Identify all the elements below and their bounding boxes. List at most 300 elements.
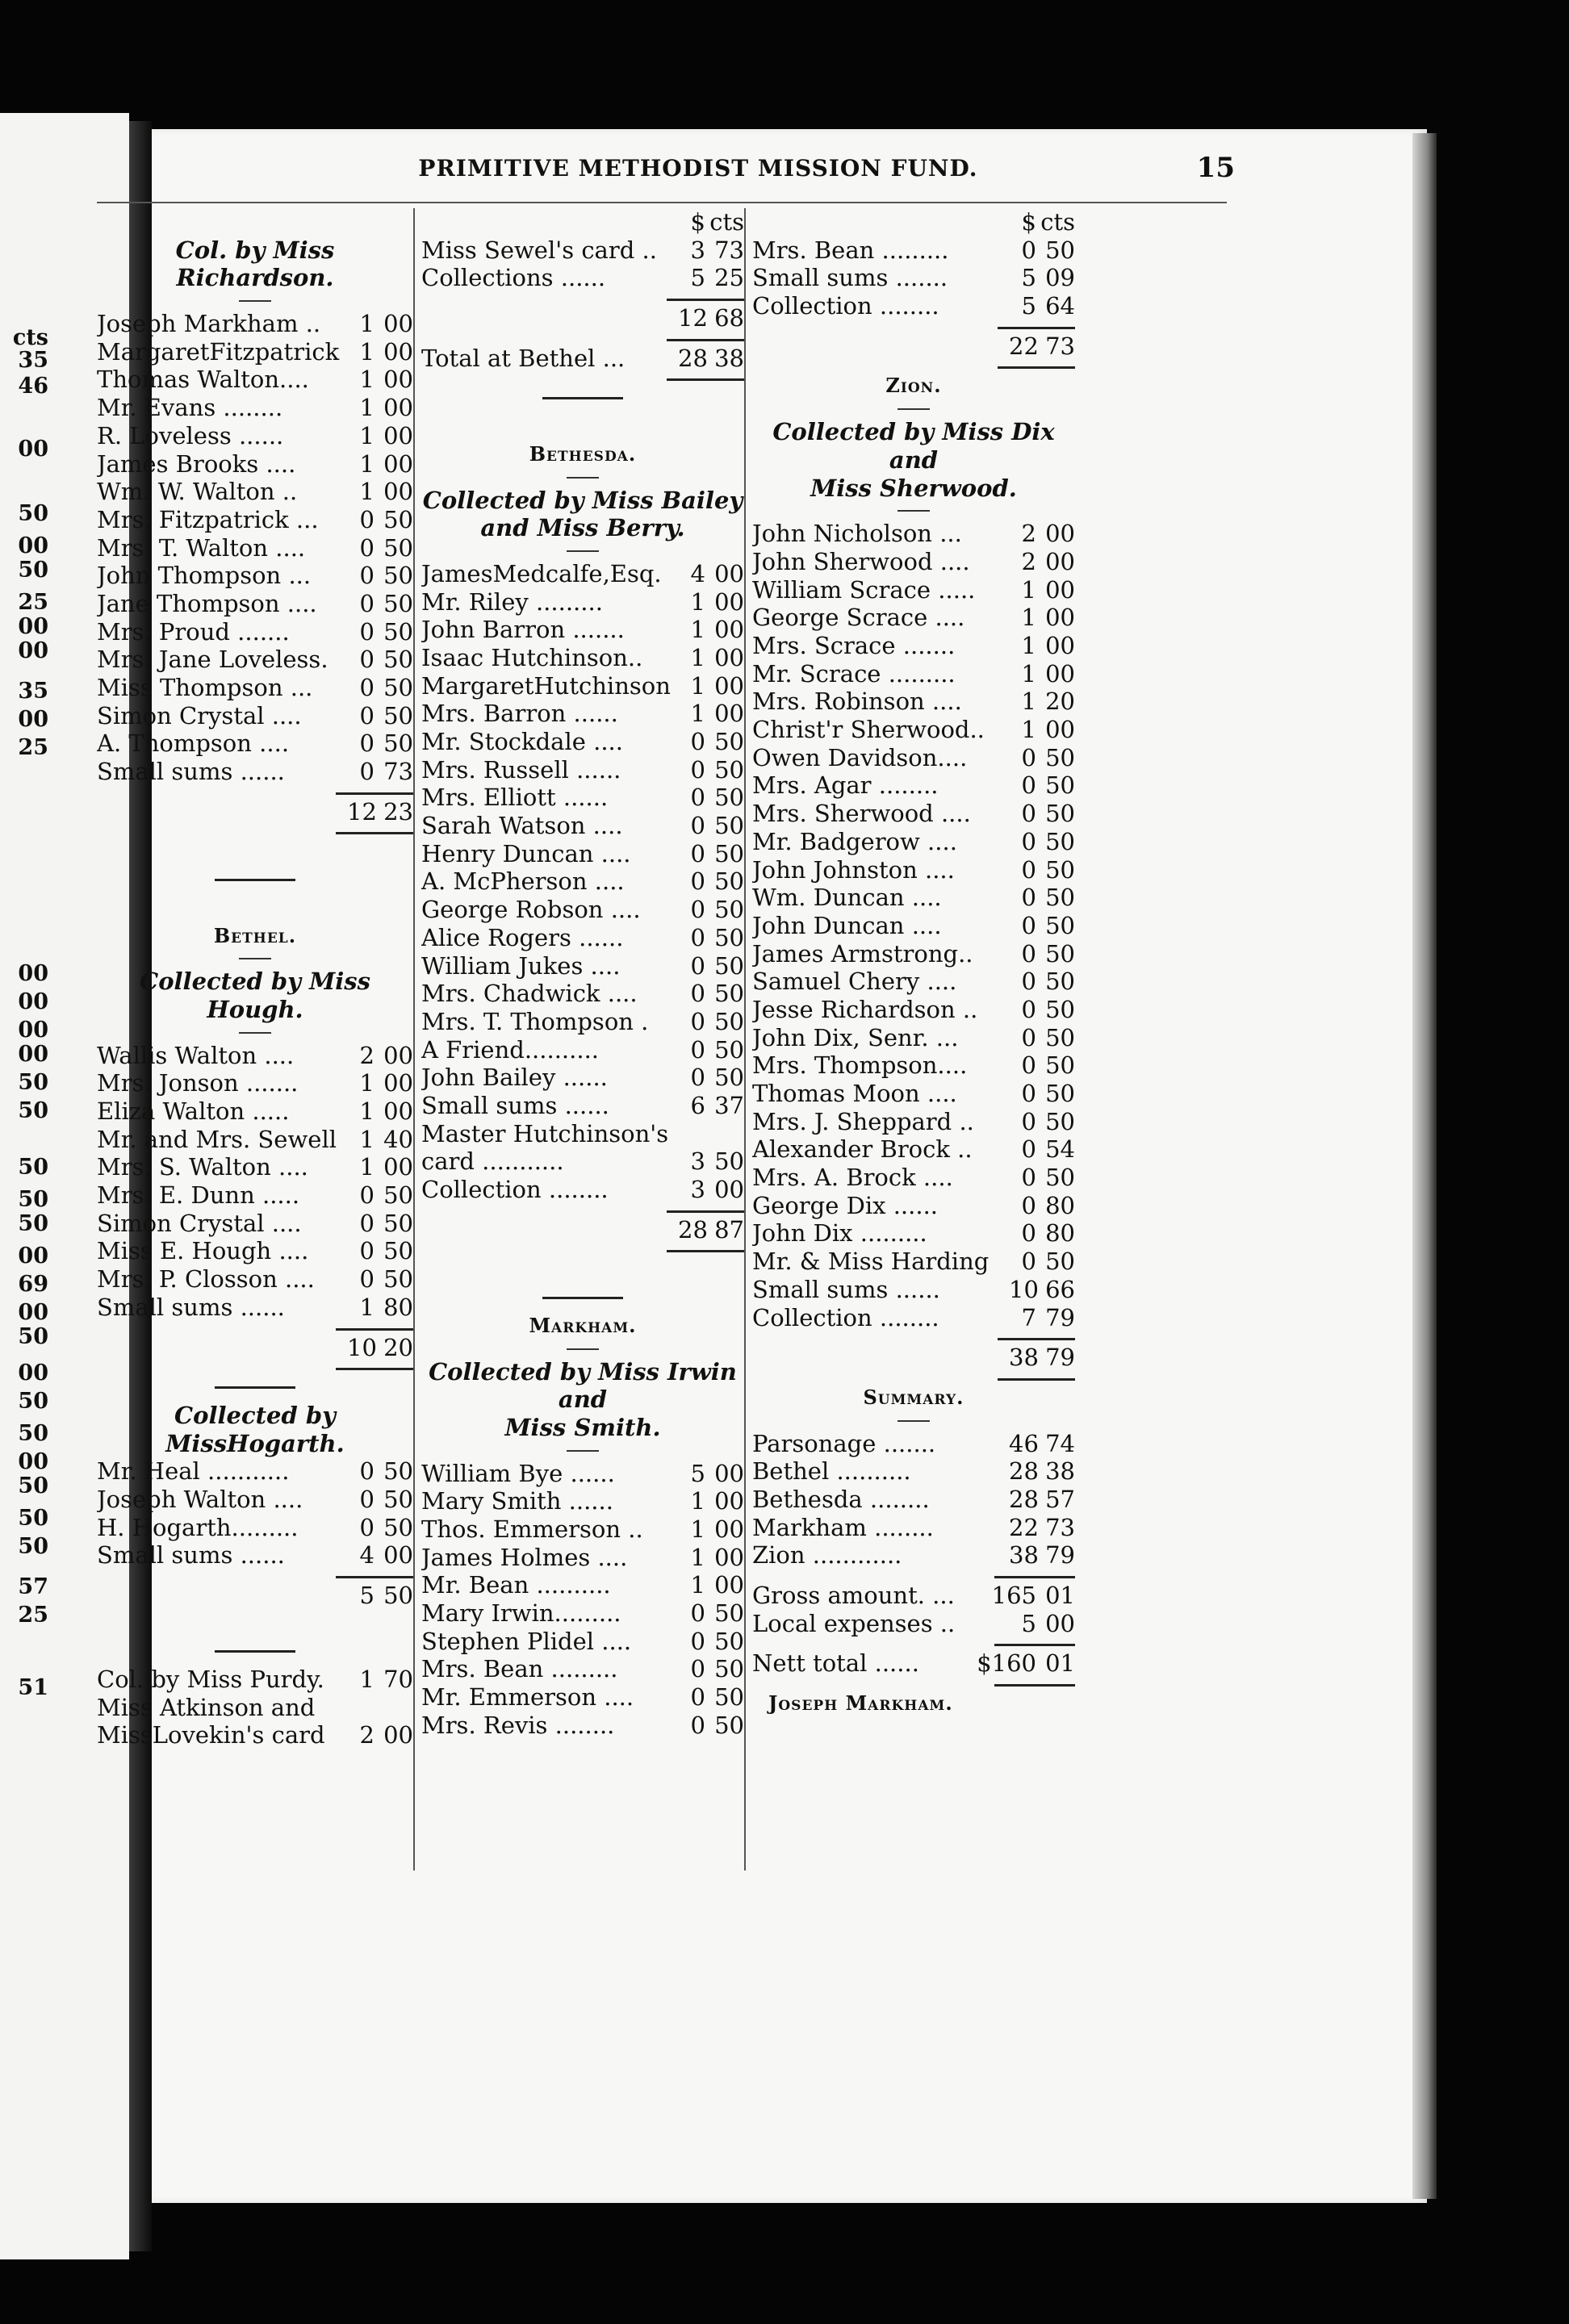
gross-amount-row: Gross amount. ... 165 01 bbox=[752, 1582, 1075, 1610]
donation-row bbox=[421, 952, 744, 980]
donor-name: MargaretFitzpatrick bbox=[97, 337, 340, 366]
donation-row bbox=[752, 604, 1075, 632]
amount-cents: 50 bbox=[383, 674, 413, 702]
donation-row bbox=[421, 1628, 744, 1656]
donation-row bbox=[752, 1024, 1075, 1052]
amount-dollars: 0 bbox=[1021, 236, 1036, 264]
divider bbox=[897, 1420, 930, 1422]
amount-cents: 50 bbox=[714, 1599, 744, 1628]
donation-row bbox=[752, 1304, 1075, 1332]
left-page-fragment: 00 bbox=[18, 437, 48, 462]
donor-name: Mr. Scrace ......... bbox=[752, 659, 956, 688]
donation-row bbox=[421, 896, 744, 924]
amount-dollars: 1 bbox=[359, 478, 374, 506]
donor-name: Small sums ...... bbox=[421, 1091, 609, 1119]
donor-name: Collections ...... bbox=[421, 264, 606, 292]
amount-cents: 50 bbox=[714, 784, 744, 812]
donor-name: James Brooks .... bbox=[97, 449, 296, 478]
left-page-fragment: 50 bbox=[18, 501, 48, 526]
donation-row bbox=[752, 632, 1075, 660]
amount-cents: 50 bbox=[714, 1007, 744, 1035]
total-rule bbox=[998, 1378, 1075, 1381]
donation-list bbox=[752, 236, 1075, 320]
amount-dollars: 0 bbox=[359, 1457, 374, 1486]
amount-dollars: 28 bbox=[1009, 1457, 1039, 1486]
amount-cents: 50 bbox=[383, 729, 413, 758]
amount-cents: 50 bbox=[1045, 236, 1075, 264]
amount-cents: 00 bbox=[714, 1543, 744, 1571]
amount-cents: 50 bbox=[383, 533, 413, 562]
amount-cents: 50 bbox=[714, 923, 744, 951]
donation-row bbox=[421, 1460, 744, 1488]
donor-name: MissLovekin's card bbox=[97, 1721, 325, 1749]
left-page-fragment: 00 bbox=[18, 1300, 48, 1325]
left-page-fragment: 50 bbox=[18, 558, 48, 583]
donor-name: Mrs. Jane Loveless. bbox=[97, 646, 328, 674]
amount-cents: 00 bbox=[383, 337, 413, 366]
donation-row bbox=[421, 236, 744, 265]
amount-cents: 00 bbox=[714, 559, 744, 587]
amount-dollars: 0 bbox=[690, 980, 705, 1008]
amount-cents: 50 bbox=[1045, 1080, 1075, 1107]
donation-row bbox=[421, 867, 744, 896]
amount-cents: 50 bbox=[1045, 771, 1075, 800]
total-rule bbox=[336, 1328, 413, 1331]
donor-name: Mrs. T. Thompson . bbox=[421, 1007, 649, 1035]
amount-dollars: 0 bbox=[690, 1007, 705, 1035]
amount-cents: 70 bbox=[383, 1666, 413, 1694]
donation-row bbox=[752, 1219, 1075, 1248]
donation-row bbox=[421, 1176, 744, 1204]
amount-cents: 00 bbox=[383, 1069, 413, 1097]
amount-dollars: 0 bbox=[1021, 995, 1036, 1023]
amount-cents: 00 bbox=[1045, 632, 1075, 659]
amount-dollars: 1 bbox=[359, 1125, 374, 1153]
amount-dollars: 1 bbox=[690, 643, 705, 671]
amount-cents: 50 bbox=[383, 701, 413, 729]
section-heading-zion: Zion. bbox=[885, 374, 942, 398]
amount-cents: 50 bbox=[1045, 1051, 1075, 1080]
header-rule bbox=[97, 202, 1227, 203]
donation-row bbox=[752, 292, 1075, 320]
amount-dollars: 4 bbox=[690, 559, 705, 587]
donor-name: Master Hutchinson's bbox=[421, 1119, 669, 1147]
amount-cents: 50 bbox=[1045, 800, 1075, 828]
donor-name: Mrs. Russell ...... bbox=[421, 755, 621, 784]
donor-name: Simon Crystal .... bbox=[97, 701, 302, 729]
donation-row bbox=[97, 1541, 413, 1570]
donor-name: Mrs. Agar ........ bbox=[752, 771, 939, 800]
donation-row bbox=[97, 1153, 413, 1181]
amount-dollars: 0 bbox=[359, 617, 374, 646]
total-rule bbox=[998, 1338, 1075, 1340]
amount-cents: 80 bbox=[1045, 1191, 1075, 1219]
donation-row bbox=[421, 1712, 744, 1740]
donor-name: Mrs. Proud ....... bbox=[97, 617, 290, 646]
amount-cents: 50 bbox=[714, 1147, 744, 1176]
amount-cents: 50 bbox=[383, 1265, 413, 1294]
amount-cents: 00 bbox=[383, 449, 413, 478]
amount-dollars: 0 bbox=[690, 896, 705, 924]
left-page-fragment: 00 bbox=[18, 1042, 48, 1067]
donation-row bbox=[97, 1126, 413, 1154]
donor-name: Small sums ...... bbox=[752, 1275, 940, 1303]
donation-row bbox=[752, 1541, 1075, 1570]
donation-row bbox=[752, 1192, 1075, 1220]
donor-name: Mrs. Bean ......... bbox=[752, 236, 949, 264]
amount-cents: 50 bbox=[714, 1064, 744, 1092]
donation-row bbox=[97, 1486, 413, 1514]
donor-name: Mrs. Barron ...... bbox=[421, 700, 618, 728]
amount-cents: 50 bbox=[1045, 968, 1075, 996]
divider bbox=[897, 510, 930, 512]
donor-name: card ........... bbox=[421, 1147, 564, 1176]
amount-cents: 73 bbox=[714, 236, 744, 264]
donor-name: Small sums ....... bbox=[752, 264, 948, 292]
subtotal-row: 28 87 bbox=[678, 1215, 744, 1244]
amount-cents: 79 bbox=[1045, 1303, 1075, 1331]
section-heading-summary: Summary. bbox=[863, 1385, 964, 1409]
amount-cents: 50 bbox=[1045, 995, 1075, 1023]
donation-row bbox=[421, 1008, 744, 1036]
amount-dollars: 22 bbox=[1009, 1513, 1039, 1541]
amount-dollars: 1 bbox=[359, 449, 374, 478]
donor-name: Mr. & Miss Harding bbox=[752, 1248, 990, 1276]
amount-dollars: 1 bbox=[359, 421, 374, 449]
amount-cents: 50 bbox=[714, 839, 744, 867]
amount-dollars: 1 bbox=[690, 700, 705, 728]
amount-dollars: 0 bbox=[1021, 1023, 1036, 1051]
amount-dollars: 0 bbox=[1021, 800, 1036, 828]
amount-dollars: 28 bbox=[1009, 1485, 1039, 1513]
left-page-fragment: 00 bbox=[18, 614, 48, 639]
amount-cents: 00 bbox=[383, 394, 413, 422]
amount-dollars: 0 bbox=[1021, 743, 1036, 771]
donor-name: John Duncan .... bbox=[752, 911, 942, 939]
left-page-fragment: 46 bbox=[18, 374, 48, 399]
donation-row bbox=[97, 310, 413, 338]
donation-row bbox=[97, 674, 413, 702]
donation-list bbox=[97, 1042, 413, 1322]
amount-cents: 50 bbox=[714, 1655, 744, 1683]
donation-row bbox=[752, 236, 1075, 265]
subtotal-row: 38 79 bbox=[1009, 1344, 1075, 1372]
amount-dollars: 0 bbox=[1021, 911, 1036, 939]
donation-row bbox=[752, 771, 1075, 800]
donation-row bbox=[752, 264, 1075, 292]
amount-dollars: 0 bbox=[690, 839, 705, 867]
amount-dollars: 1 bbox=[690, 616, 705, 644]
donation-row bbox=[421, 924, 744, 952]
amount-cents: 50 bbox=[714, 1711, 744, 1739]
amount-dollars: 0 bbox=[690, 755, 705, 784]
donation-row bbox=[97, 1457, 413, 1486]
amount-dollars: 1 bbox=[359, 1153, 374, 1181]
amount-cents: 50 bbox=[1045, 939, 1075, 968]
amount-dollars: 0 bbox=[1021, 1164, 1036, 1192]
amount-cents: 50 bbox=[1045, 884, 1075, 912]
amount-cents: 64 bbox=[1045, 292, 1075, 320]
donation-row bbox=[752, 1457, 1075, 1486]
amount-dollars: 0 bbox=[359, 701, 374, 729]
section-subheading: Miss Smith. bbox=[504, 1413, 661, 1441]
donation-row bbox=[97, 534, 413, 562]
amount-cents: 00 bbox=[714, 671, 744, 700]
left-page-fragment: 25 bbox=[18, 590, 48, 615]
donation-row bbox=[97, 1265, 413, 1294]
total-rule bbox=[994, 1576, 1075, 1578]
amount-cents: 09 bbox=[1045, 264, 1075, 292]
donation-list bbox=[97, 1666, 413, 1749]
amount-cents: 40 bbox=[383, 1125, 413, 1153]
amount-cents: 00 bbox=[714, 1487, 744, 1515]
donor-name: Miss Thompson ... bbox=[97, 674, 313, 702]
donation-row bbox=[97, 1514, 413, 1542]
donor-name: Wm. Duncan .... bbox=[752, 884, 942, 912]
left-page-fragment: 00 bbox=[18, 989, 48, 1014]
amount-dollars: 1 bbox=[690, 671, 705, 700]
amount-dollars: 0 bbox=[690, 1064, 705, 1092]
amount-dollars: 1 bbox=[1021, 716, 1036, 744]
amount-dollars: 0 bbox=[1021, 827, 1036, 855]
amount-dollars: 0 bbox=[359, 505, 374, 533]
amount-cents: 00 bbox=[714, 1515, 744, 1543]
amount-cents: 00 bbox=[383, 421, 413, 449]
amount-dollars: 0 bbox=[690, 1711, 705, 1739]
amount-dollars: 2 bbox=[359, 1721, 374, 1749]
amount-cents: 79 bbox=[1045, 1541, 1075, 1570]
amount-dollars: 0 bbox=[359, 1209, 374, 1237]
left-page-fragment: 50 bbox=[18, 1534, 48, 1559]
amount-dollars: 1 bbox=[690, 1515, 705, 1543]
amount-cents: 00 bbox=[383, 478, 413, 506]
left-page-fragment: 00 bbox=[18, 961, 48, 986]
left-page-fragment: 50 bbox=[18, 1211, 48, 1236]
amount-cents: 50 bbox=[383, 562, 413, 590]
left-page-fragment: 00 bbox=[18, 1018, 48, 1043]
donor-name: Mrs. J. Sheppard .. bbox=[752, 1107, 974, 1135]
amount-dollars: 1 bbox=[359, 1666, 374, 1694]
amount-cents: 00 bbox=[714, 700, 744, 728]
section-separator bbox=[97, 1637, 413, 1666]
donation-row bbox=[421, 1092, 744, 1120]
donation-row bbox=[421, 840, 744, 868]
section-subheading: Collected by Miss Dix and bbox=[772, 418, 1055, 474]
donor-name: John Barron ....... bbox=[421, 616, 625, 644]
donation-row bbox=[97, 478, 413, 506]
donation-row bbox=[752, 996, 1075, 1024]
amount-dollars: 0 bbox=[359, 674, 374, 702]
amount-dollars: 10 bbox=[1009, 1275, 1039, 1303]
donor-name: Small sums ...... bbox=[97, 1293, 285, 1321]
donor-name: Mrs. T. Walton .... bbox=[97, 533, 306, 562]
amount-dollars: 0 bbox=[690, 728, 705, 756]
amount-cents: 50 bbox=[714, 812, 744, 840]
amount-dollars: 0 bbox=[690, 923, 705, 951]
amount-dollars: 0 bbox=[1021, 884, 1036, 912]
left-page-fragment: 00 bbox=[18, 707, 48, 732]
donor-name: Markham ........ bbox=[752, 1513, 934, 1541]
section-separator bbox=[421, 1284, 744, 1312]
donor-name: Alexander Brock .. bbox=[752, 1135, 973, 1164]
amount-cents: 00 bbox=[1045, 716, 1075, 744]
amount-dollars: 1 bbox=[690, 1487, 705, 1515]
donor-name: Mrs. Robinson .... bbox=[752, 688, 962, 716]
donor-name: Isaac Hutchinson.. bbox=[421, 643, 643, 671]
donation-row bbox=[752, 884, 1075, 912]
amount-cents: 25 bbox=[714, 264, 744, 292]
local-expenses-row: Local expenses .. 5 00 bbox=[752, 1609, 1075, 1637]
divider bbox=[897, 408, 930, 410]
amount-cents: 50 bbox=[383, 1513, 413, 1541]
summary-list bbox=[752, 1430, 1075, 1570]
donation-row bbox=[97, 758, 413, 786]
amount-dollars: 5 bbox=[1021, 292, 1036, 320]
amount-cents: 00 bbox=[714, 587, 744, 616]
donation-row bbox=[421, 812, 744, 840]
amount-cents: 00 bbox=[1045, 547, 1075, 575]
donor-name: Mrs. Thompson.... bbox=[752, 1051, 968, 1080]
amount-cents: 50 bbox=[383, 1485, 413, 1513]
donor-name: Wm. W. Walton .. bbox=[97, 478, 298, 506]
amount-dollars: 5 bbox=[690, 1459, 705, 1487]
amount-dollars: 0 bbox=[690, 1683, 705, 1712]
page-number: 15 bbox=[1196, 152, 1235, 184]
subtotal-row: 10 20 bbox=[347, 1333, 413, 1361]
amount-dollars: 3 bbox=[690, 1176, 705, 1204]
total-rule bbox=[998, 366, 1075, 369]
donor-name: Mrs. Bean ......... bbox=[421, 1655, 618, 1683]
donation-row bbox=[97, 1721, 413, 1749]
donation-row bbox=[752, 1514, 1075, 1542]
donor-name: Miss Atkinson and bbox=[97, 1693, 316, 1721]
amount-cents: 50 bbox=[714, 896, 744, 924]
donation-row bbox=[97, 1181, 413, 1210]
donation-row bbox=[97, 618, 413, 646]
donor-name: R. Loveless ...... bbox=[97, 421, 284, 449]
amount-dollars: 0 bbox=[1021, 771, 1036, 800]
divider bbox=[239, 1032, 271, 1034]
donor-name: John Dix ......... bbox=[752, 1219, 927, 1248]
amount-dollars: 0 bbox=[359, 1485, 374, 1513]
left-page-fragment: 25 bbox=[18, 735, 48, 760]
section-heading-markham: Markham. bbox=[529, 1313, 637, 1337]
donation-row bbox=[421, 616, 744, 644]
amount-dollars: 1 bbox=[359, 310, 374, 338]
amount-dollars: 0 bbox=[1021, 1135, 1036, 1164]
donation-row bbox=[752, 800, 1075, 828]
donation-row bbox=[97, 562, 413, 590]
donor-name: Jesse Richardson .. bbox=[752, 995, 978, 1023]
amount-cents: 50 bbox=[383, 505, 413, 533]
left-page-fragment: 50 bbox=[18, 1324, 48, 1349]
amount-cents: 54 bbox=[1045, 1135, 1075, 1164]
total-rule bbox=[667, 378, 744, 381]
donor-name: Mrs. Scrace ....... bbox=[752, 632, 956, 659]
donor-name: Miss Sewel's card .. bbox=[421, 236, 657, 264]
donor-name: Mrs. E. Dunn ..... bbox=[97, 1181, 300, 1210]
amount-cents: 50 bbox=[714, 867, 744, 896]
amount-cents: 00 bbox=[714, 643, 744, 671]
donation-list bbox=[752, 520, 1075, 1331]
amount-cents: 00 bbox=[383, 310, 413, 338]
donation-row bbox=[421, 1683, 744, 1712]
left-page-fragment: 50 bbox=[18, 1070, 48, 1095]
donor-name: Mrs. Sherwood .... bbox=[752, 800, 971, 828]
page-title: PRIMITIVE METHODIST MISSION FUND. bbox=[418, 155, 978, 182]
amount-dollars: 0 bbox=[690, 1599, 705, 1628]
amount-cents: 00 bbox=[714, 616, 744, 644]
donor-name: Collection ........ bbox=[752, 1303, 939, 1331]
donor-name: William Bye ...... bbox=[421, 1459, 615, 1487]
donor-name: James Holmes .... bbox=[421, 1543, 628, 1571]
left-page-fragment: 51 bbox=[18, 1675, 48, 1700]
donation-row bbox=[97, 506, 413, 534]
left-page-fragment: 50 bbox=[18, 1187, 48, 1212]
currency-header: $ cts bbox=[690, 208, 744, 236]
amount-cents: 50 bbox=[383, 617, 413, 646]
donor-name: Col. by Miss Purdy. bbox=[97, 1666, 324, 1694]
subtotal-row: 12 68 bbox=[678, 304, 744, 332]
amount-dollars: 5 bbox=[690, 264, 705, 292]
amount-cents: 50 bbox=[1045, 911, 1075, 939]
left-page-fragment: 50 bbox=[18, 1421, 48, 1446]
amount-dollars: 0 bbox=[359, 1237, 374, 1265]
donor-name: Collection ........ bbox=[421, 1176, 609, 1204]
section-heading: Col. by Miss Richardson. bbox=[175, 236, 335, 292]
amount-dollars: 0 bbox=[690, 867, 705, 896]
amount-cents: 74 bbox=[1045, 1429, 1075, 1457]
amount-dollars: 1 bbox=[1021, 632, 1036, 659]
amount-dollars: 0 bbox=[359, 1181, 374, 1210]
donation-row bbox=[752, 520, 1075, 548]
donor-name: Mary Smith ...... bbox=[421, 1487, 613, 1515]
donor-name: Wallis Walton .... bbox=[97, 1041, 295, 1069]
donation-row bbox=[752, 1248, 1075, 1276]
divider bbox=[567, 1348, 599, 1350]
section-subheading: Collected by MissHogarth. bbox=[165, 1401, 345, 1457]
divider bbox=[239, 300, 271, 302]
donation-row bbox=[752, 1108, 1075, 1136]
donation-row bbox=[97, 394, 413, 422]
donation-row bbox=[97, 1294, 413, 1322]
donor-name: John Johnston .... bbox=[752, 855, 955, 884]
nett-total-row: Nett total ...... $160 01 bbox=[752, 1649, 1075, 1678]
amount-dollars: 2 bbox=[1021, 520, 1036, 548]
donation-row bbox=[752, 1080, 1075, 1108]
total-rule bbox=[994, 1684, 1075, 1687]
left-page-fragment: 00 bbox=[18, 533, 48, 558]
donation-row bbox=[97, 729, 413, 758]
donation-row bbox=[97, 1042, 413, 1070]
donation-row bbox=[97, 338, 413, 366]
total-rule bbox=[667, 1210, 744, 1213]
donor-name: Mr. Riley ......... bbox=[421, 587, 603, 616]
donor-name: Stephen Plidel .... bbox=[421, 1627, 632, 1655]
amount-cents: 66 bbox=[1045, 1275, 1075, 1303]
total-rule bbox=[336, 1576, 413, 1578]
donation-row bbox=[421, 560, 744, 588]
donation-row bbox=[97, 1210, 413, 1238]
donation-list bbox=[421, 236, 744, 292]
amount-cents: 50 bbox=[714, 728, 744, 756]
amount-dollars: 0 bbox=[359, 1513, 374, 1541]
donation-row bbox=[421, 700, 744, 728]
amount-cents: 50 bbox=[714, 1627, 744, 1655]
amount-dollars: 1 bbox=[359, 1097, 374, 1126]
donor-name: Miss E. Hough .... bbox=[97, 1237, 309, 1265]
amount-dollars: 0 bbox=[359, 562, 374, 590]
